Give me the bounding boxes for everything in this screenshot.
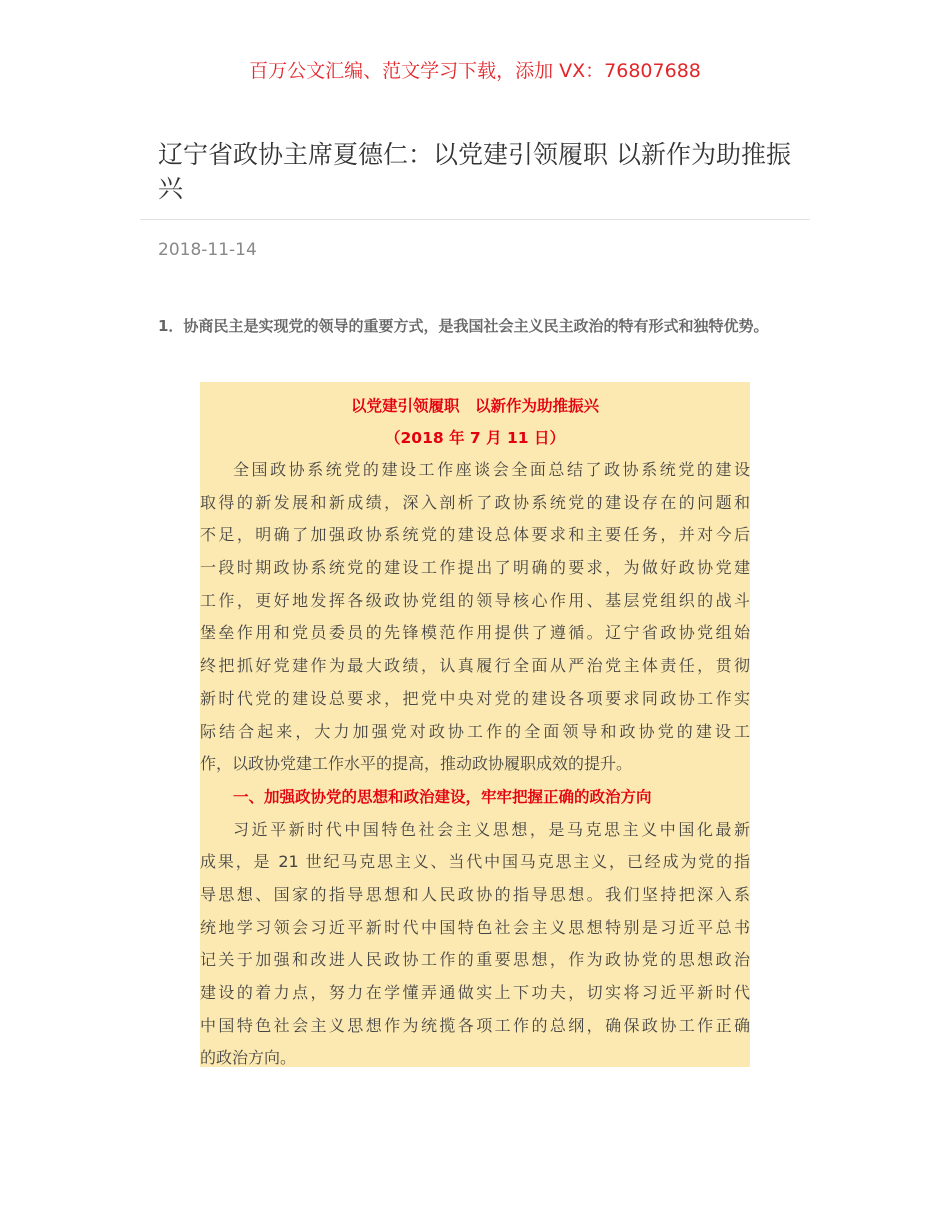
text-line: 建设的着力点，努力在学懂弄通做实上下功夫，切实将习近平新时代 (200, 983, 750, 1002)
text-line: 不足，明确了加强政协系统党的建设总体要求和主要任务，并对今后 (200, 525, 750, 545)
text-line: 作，以政协党建工作水平的提高，推动政协履职成效的提升。 (200, 754, 633, 774)
section-heading-1: 一、加强政协党的思想和政治建设，牢牢把握正确的政治方向 (233, 787, 652, 806)
text-line: 导思想、国家的指导思想和人民政协的指导思想。我们坚持把深入系 (200, 884, 750, 904)
text-line: 新时代党的建设总要求，把党中央对党的建设各项要求同政协工作实 (200, 688, 750, 708)
highlighted-excerpt (200, 382, 750, 1067)
text-line: 取得的新发展和新成绩，深入剖析了政协系统党的建设存在的问题和 (200, 492, 750, 512)
text-line: 统地学习领会习近平新时代中国特色社会主义思想特别是习近平总书 (200, 917, 750, 937)
text-line: 堡垒作用和党员委员的先锋模范作用提供了遵循。辽宁省政协党组始 (200, 623, 750, 643)
paragraph-1 (200, 454, 750, 781)
text-line: 习近平新时代中国特色社会主义思想，是马克思主义中国化最新 (233, 819, 750, 839)
paragraph-2 (200, 814, 750, 1076)
publish-date: 2018-11-14 (158, 240, 257, 260)
text-line: 工作，更好地发挥各级政协党组的领导核心作用、基层党组织的战斗 (200, 590, 750, 610)
text-line: 际结合起来，大力加强党对政协工作的全面领导和政协党的建设工 (200, 721, 750, 741)
text-line: 全国政协系统党的建设工作座谈会全面总结了政协系统党的建设 (233, 460, 750, 479)
text-line: 中国特色社会主义思想作为统揽各项工作的总纲，确保政协工作正确 (200, 1015, 750, 1035)
text-line: 终把抓好党建作为最大政绩，认真履行全面从严治党主体责任，贯彻 (200, 656, 750, 676)
watermark-banner: 百万公文汇编、范文学习下载，添加 VX：76807688 (249, 60, 701, 82)
lead-paragraph: 1．协商民主是实现党的领导的重要方式，是我国社会主义民主政治的特有形式和独特优势。 (158, 317, 769, 335)
text-line: 一段时期政协系统党的建设工作提出了明确的要求，为做好政协党建 (200, 558, 750, 578)
text-line: 记关于加强和改进人民政协工作的重要思想，作为政协党的思想政治 (200, 950, 750, 970)
text-line: 的政治方向。 (200, 1048, 297, 1068)
excerpt-heading: 以党建引领履职 以新作为助推振兴 (350, 397, 599, 415)
text-line: 成果，是 21 世纪马克思主义、当代中国马克思主义，已经成为党的指 (200, 852, 750, 872)
article-title: 辽宁省政协主席夏德仁：以党建引领履职 以新作为助推振兴 (158, 140, 791, 203)
divider (140, 219, 810, 220)
excerpt-date: （2018 年 7 月 11 日） (385, 429, 565, 447)
